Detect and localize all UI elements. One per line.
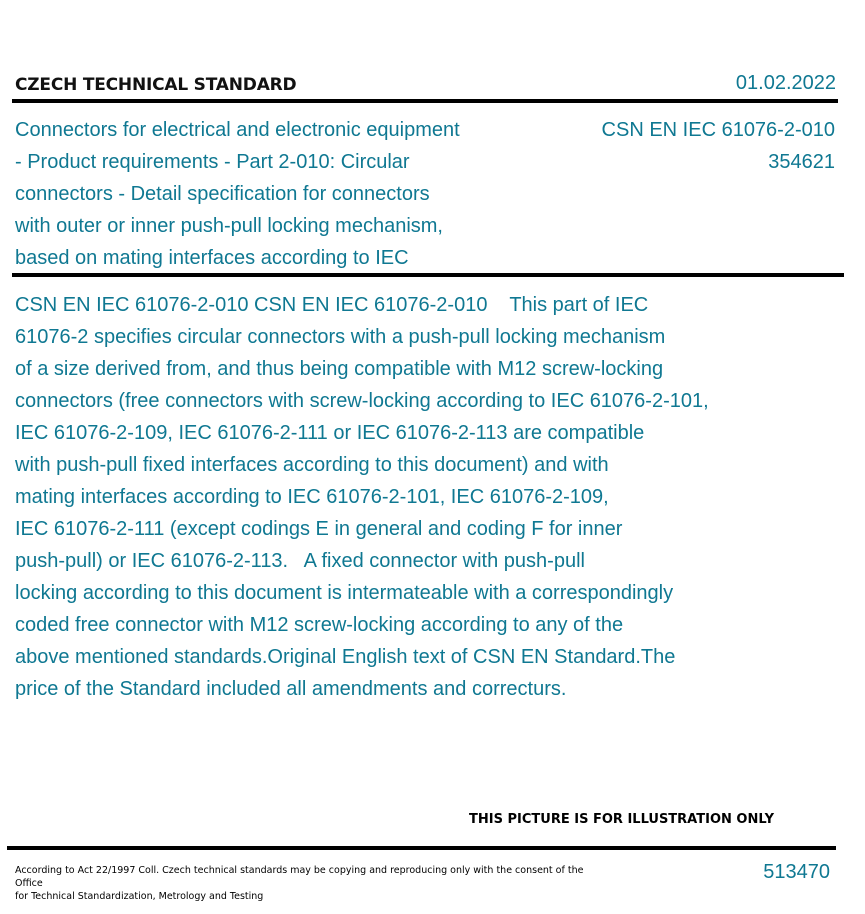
description-line: CSN EN IEC 61076-2-010 CSN EN IEC 61076-2-010 This part of IEC [15,294,649,316]
description [15,289,775,705]
header-date: 01.02.2022 [735,72,836,94]
standard-title-line: based on mating interfaces according to IEC [15,247,409,269]
footer-divider [7,846,836,850]
catalog-number: 354621 [768,151,835,173]
footer-legal-line: for Technical Standardization, Metrology and Testing [15,891,264,902]
footer-number: 513470 [763,861,830,883]
description-line: mating interfaces according to IEC 61076-2-101, IEC 61076-2-109, [15,486,609,508]
standard-code: CSN EN IEC 61076-2-010 [601,119,835,141]
description-line: of a size derived from, and thus being compatible with M12 screw-locking [15,358,664,380]
description-line: 61076-2 specifies circular connectors with a push-pull locking mechanism [15,326,666,348]
description-line: push-pull) or IEC 61076-2-113. A fixed connector with push-pull [15,550,585,572]
standard-codes [602,114,835,178]
footer-legal-note [15,864,595,903]
footer-legal-line: According to Act 22/1997 Coll. Czech technical standards may be copying and reproducing only with the consent of the Office [15,865,584,889]
illustration-note: THIS PICTURE IS FOR ILLUSTRATION ONLY [469,812,774,827]
title-divider [12,273,844,277]
standard-title-line: with outer or inner push-pull locking mechanism, [15,215,443,237]
standard-title-line: Connectors for electrical and electronic equipment [15,119,460,141]
standard-title [15,114,505,274]
description-line: locking according to this document is intermateable with a correspondingly [15,582,674,604]
description-line: with push-pull fixed interfaces according to this document) and with [15,454,609,476]
header-title: CZECH TECHNICAL STANDARD [15,75,297,95]
description-line: coded free connector with M12 screw-locking according to any of the [15,614,624,636]
description-line: IEC 61076-2-109, IEC 61076-2-111 or IEC 61076-2-113 are compatible [15,422,645,444]
description-line: IEC 61076-2-111 (except codings E in general and coding F for inner [15,518,623,540]
standard-title-line: - Product requirements - Part 2-010: Circular [15,151,410,173]
description-line: above mentioned standards.Original English text of CSN EN Standard.The [15,646,676,668]
description-line: price of the Standard included all amendments and correcturs. [15,678,567,700]
header-divider [12,99,838,103]
standard-title-line: connectors - Detail specification for connectors [15,183,430,205]
description-line: connectors (free connectors with screw-locking according to IEC 61076-2-101, [15,390,709,412]
